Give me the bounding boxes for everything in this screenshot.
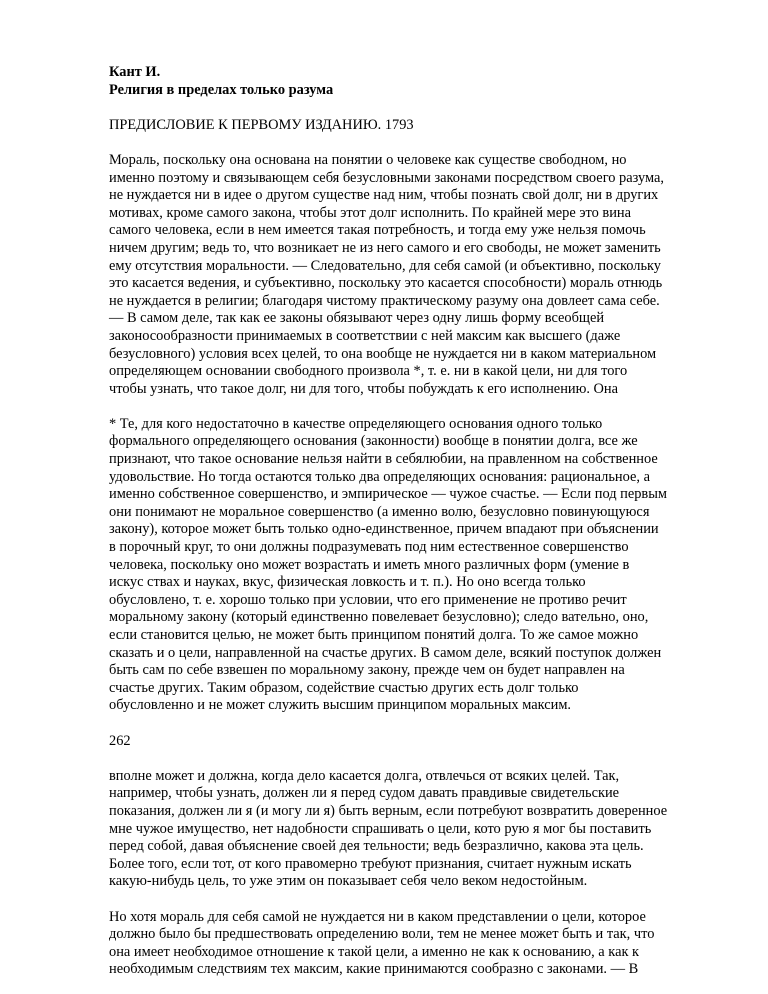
- text-line: перед собой, давая объяснение своей дея тельности; ведь безразлично, какова эта цель.: [109, 838, 644, 855]
- page-number: 262: [109, 732, 131, 749]
- text-line: ему отсутствия моральности. — Следовательно, для себя самой (и объективно, поскольку: [109, 257, 661, 274]
- document-page: [109, 64, 709, 979]
- text-line: счастье других. Таким образом, содействие счастью других есть долг только: [109, 679, 579, 696]
- text-line: должно было бы предшествовать определению воли, тем не менее может быть и так, что: [109, 926, 655, 943]
- text-line: самого человека, если в нем имеется такая потребность, и тогда ему уже нельзя помочь: [109, 222, 646, 239]
- paragraph-1: [109, 152, 709, 398]
- text-line: мотивах, кроме самого закона, чтобы этот долг исполнить. По крайней мере это вина: [109, 204, 631, 221]
- text-line: они понимают не моральное совершенство (а именно волю, безусловно повинующуюся: [109, 503, 650, 520]
- text-line: искус ствах и науках, вкус, физическая ловкость и т. п.). Но оно всегда только: [109, 574, 586, 591]
- text-line: определяющем основании свободного произвола *, т. е. ни в какой цели, ни для того: [109, 363, 628, 380]
- text-line: Более того, если тот, от кого правомерно требуют признания, считает нужным искать: [109, 855, 632, 872]
- text-line: сказать и о цели, направленной на счастье других. В самом деле, всякий поступок должен: [109, 644, 662, 661]
- text-line: Мораль, поскольку она основана на понятии о человеке как существе свободном, но: [109, 151, 627, 168]
- preface-heading: ПРЕДИСЛОВИЕ К ПЕРВОМУ ИЗДАНИЮ. 1793: [109, 116, 414, 133]
- title-block: [109, 64, 709, 99]
- text-line: не нуждается ни в идее о другом существе над ним, чтобы познать свой долг, ни в других: [109, 187, 659, 204]
- footnote: [109, 416, 709, 715]
- text-line: признают, что такое основание нельзя найти в себялюбии, на правленном на собственное: [109, 451, 658, 468]
- text-line: безусловного) условия всех целей, то она вообще не нуждается ни в каком материальном: [109, 345, 657, 362]
- text-line: необходимым следствиям тех максим, какие принимаются сообразно с законами. — В: [109, 961, 639, 978]
- text-line: именно поэтому и связывающем себя безусловными законами посредством своего разума,: [109, 169, 664, 186]
- text-line: * Те, для кого недостаточно в качестве определяющего основания одного только: [109, 415, 603, 432]
- text-line: в порочный круг, то они должны подразумевать под ним естественное совершенство: [109, 539, 629, 556]
- text-line: ничем другим; ведь то, что возникает не из него самого и его свободы, не может заменить: [109, 239, 661, 256]
- text-line: именно собственное совершенство, и эмпирическое — чужое счастье. — Если под первым: [109, 486, 667, 503]
- text-line: формального определяющего основания (законности) вообще в понятии долга, все же: [109, 433, 638, 450]
- text-line: быть сам по себе взвешен по моральному закону, прежде чем он будет направлен на: [109, 662, 625, 679]
- text-line: законосообразности принимаемых в соответствии с ней максим как высшего (даже: [109, 327, 621, 344]
- text-line: мне чужое имущество, нет надобности спрашивать о цели, кото рую я мог бы поставить: [109, 820, 652, 837]
- book-title: Религия в пределах только разума: [109, 81, 334, 98]
- text-line: Но хотя мораль для себя самой не нуждается ни в каком представлении о цели, которое: [109, 908, 646, 925]
- paragraph-2: [109, 768, 709, 891]
- text-line: вполне может и должна, когда дело касается долга, отвлечься от всяких целей. Так,: [109, 767, 620, 784]
- text-line: обусловленно и не может служить высшим принципом моральных максим.: [109, 697, 572, 714]
- text-line: например, чтобы узнать, должен ли я перед судом давать правдивые свидетельские: [109, 785, 620, 802]
- text-line: удовольствие. Но тогда остаются только два определяющих основания: рациональное, а: [109, 468, 650, 485]
- text-line: обусловлено, т. е. хорошо только при условии, что его применение не противо речит: [109, 591, 627, 608]
- text-line: моральному закону (который единственно повелевает безусловно); следо вательно, оно,: [109, 609, 649, 626]
- text-line: закону), которое может быть только одно-единственное, причем впадают при объяснении: [109, 521, 659, 538]
- text-line: показания, должен ли я (и могу ли я) быть верным, если потребуют возвратить доверенное: [109, 802, 668, 819]
- paragraph-3: [109, 909, 709, 979]
- text-line: если становится целью, не может быть принципом понятий долга. То же самое можно: [109, 627, 639, 643]
- author-name: Кант И.: [109, 64, 161, 80]
- text-line: это касается ведения, и субъективно, поскольку это касается способности) мораль отнюдь: [109, 275, 663, 292]
- text-line: она имеет необходимое отношение к такой цели, а именно не как к основанию, а как к: [109, 943, 640, 960]
- text-line: не нуждается в религии; благодаря чистому практическому разуму она довлеет сама себе.: [109, 292, 660, 309]
- text-line: человека, поскольку оно может возрастать и иметь много различных форм (умение в: [109, 556, 630, 573]
- text-line: какую-нибудь цель, то уже этим он показывает себя чело веком недостойным.: [109, 873, 588, 890]
- text-line: чтобы узнать, что такое долг, ни для того, чтобы побуждать к его исполнению. Она: [109, 380, 619, 397]
- text-line: — В самом деле, так как ее законы обязывают через одну лишь форму всеобщей: [109, 310, 605, 327]
